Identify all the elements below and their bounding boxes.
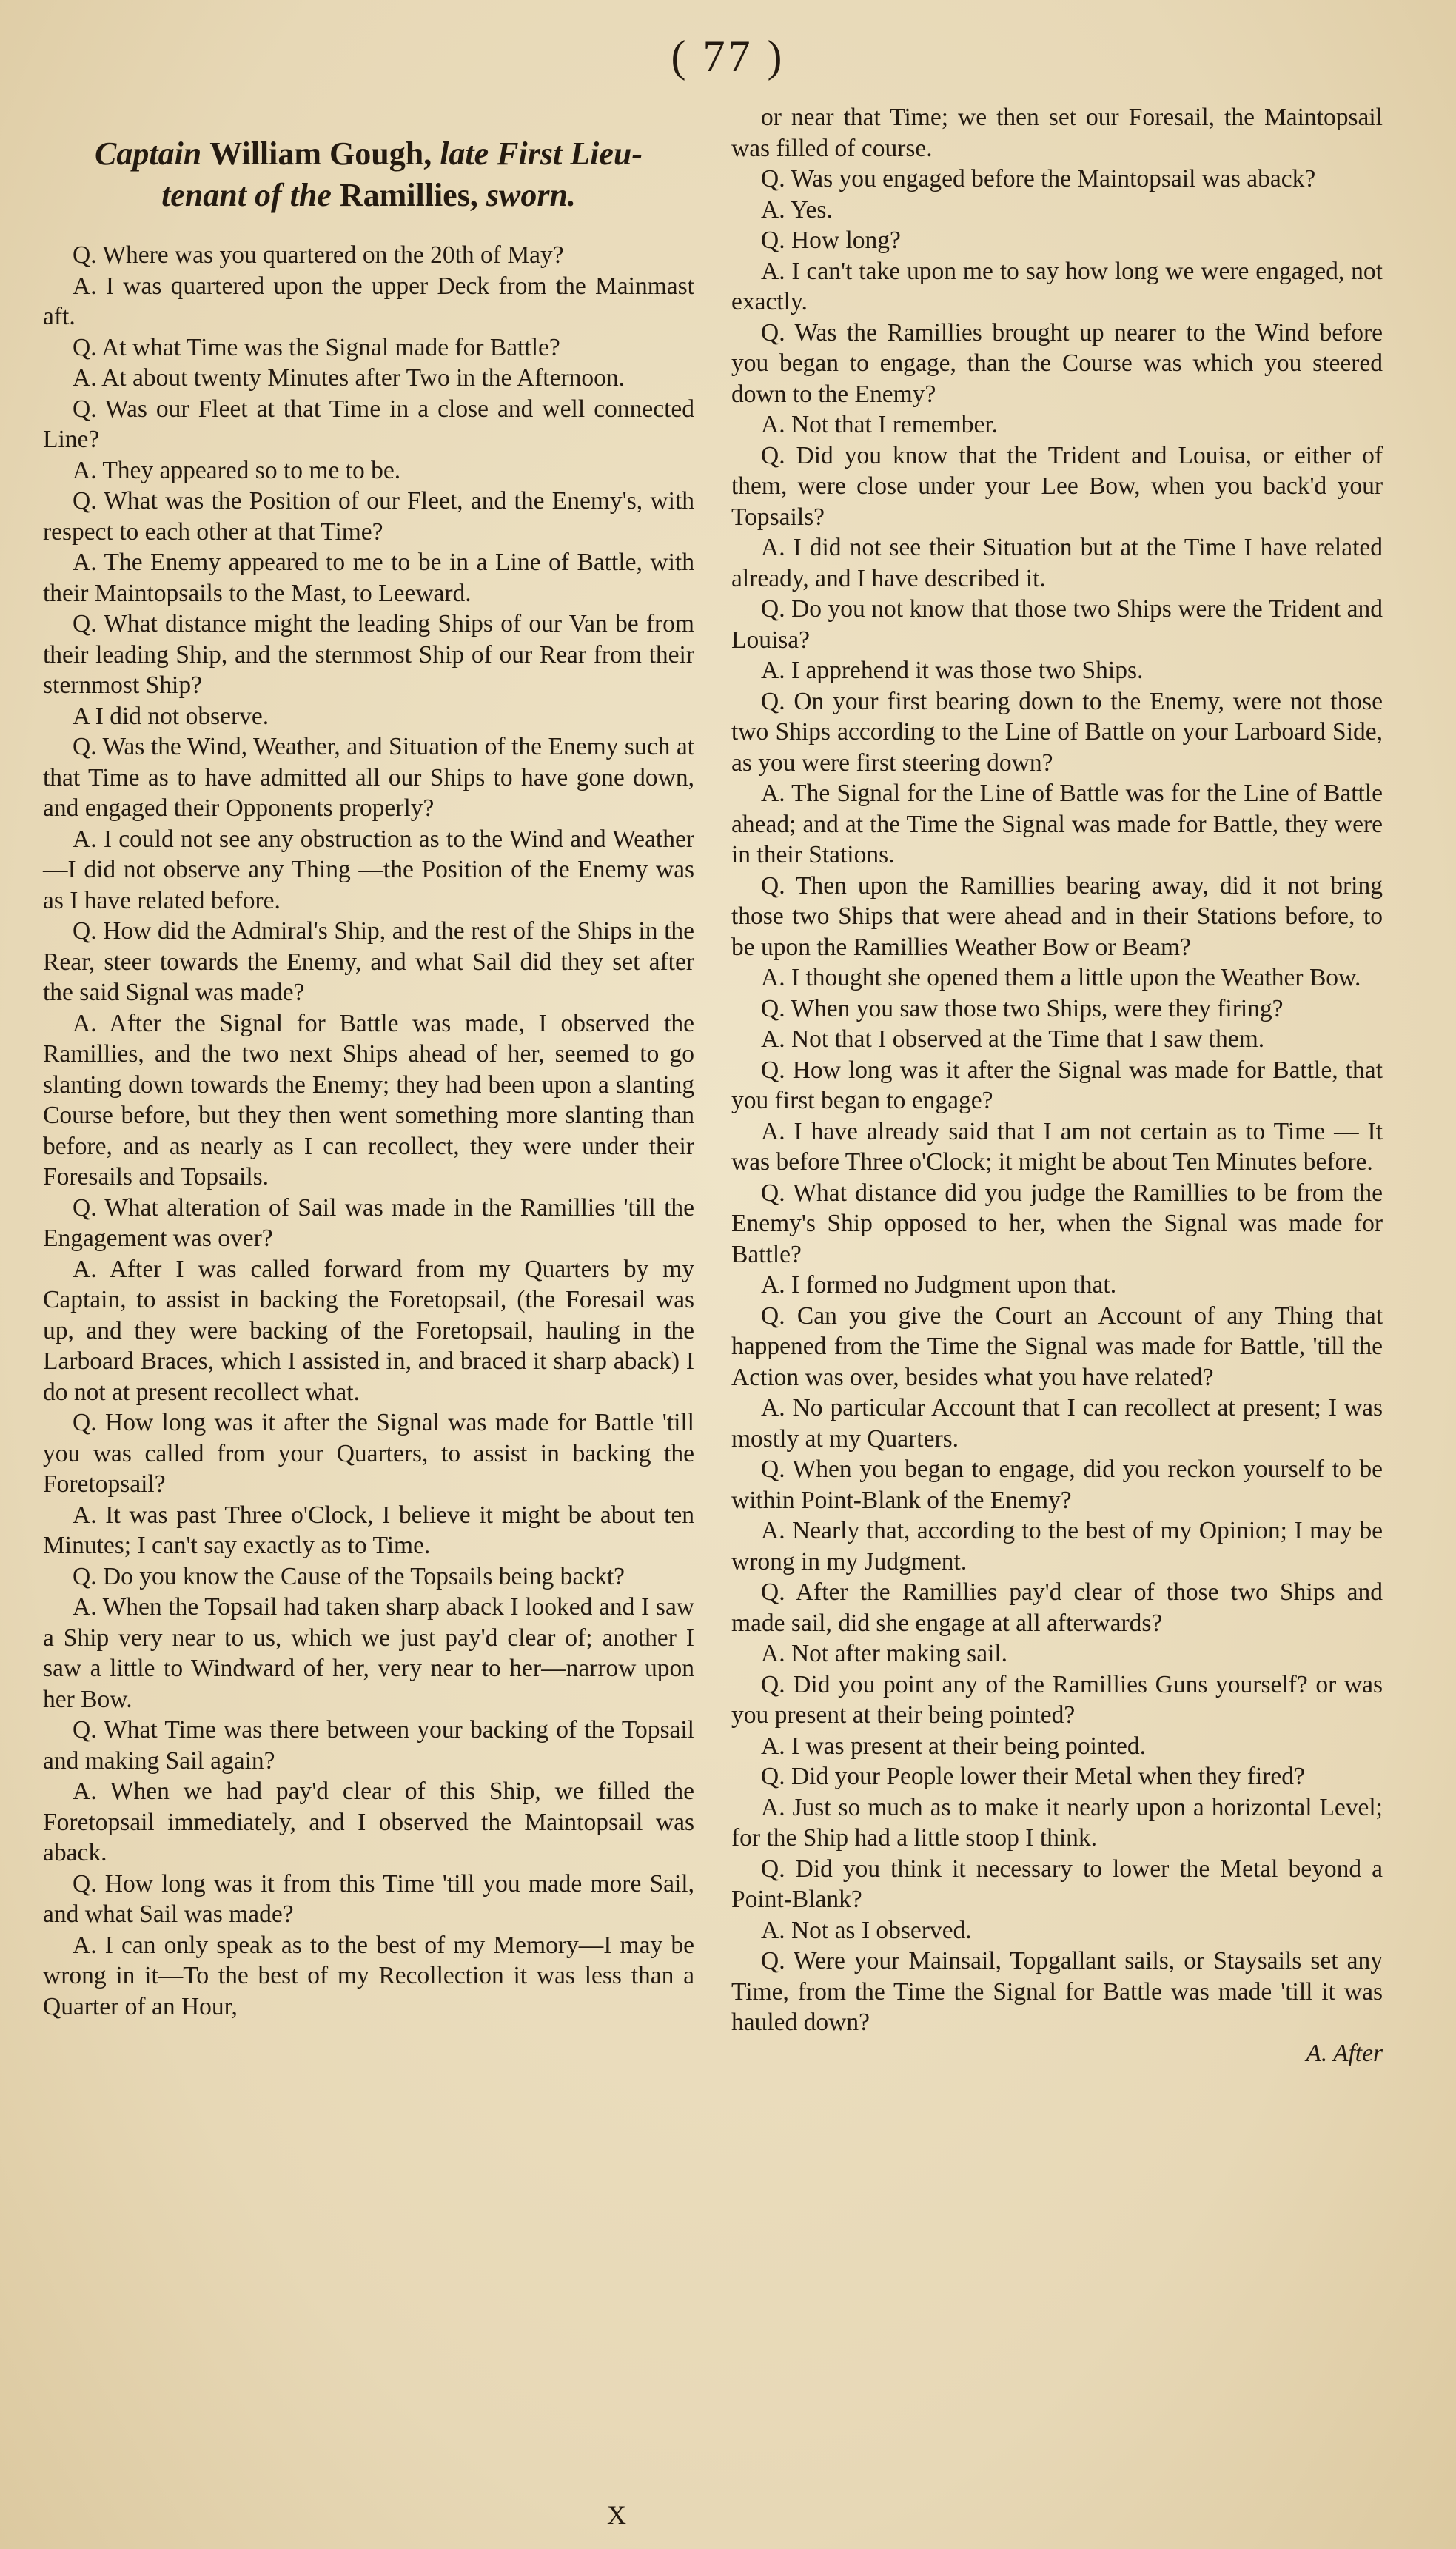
right-paragraph: Q. When you began to engage, did you reckon yourself to be within Point-Blank of the Enemy? [731,1456,1383,1514]
deposition-heading [43,133,694,216]
heading-ship: Ramillies, [339,177,478,213]
left-paragraph: A. They appeared so to me to be. [73,456,401,484]
right-paragraph: Q. Did your People lower their Metal when they fired? [761,1763,1305,1790]
left-paragraph: Q. How long was it after the Signal was made for Battle 'till you was called from your Quarters, to assist in backing the Foretopsail? [43,1409,694,1498]
left-paragraph: A. I can only speak as to the best of my Memory—I may be wrong in it—To the best of my Recollection it was less than a Quarter of an Hour, [43,1931,694,2020]
right-paragraph: Q. What distance did you judge the Ramillies to be from the Enemy's Ship opposed to her, when the Signal was made for Battle? [731,1179,1383,1268]
right-paragraph: A. No particular Account that I can recollect at present; I was mostly at my Quarters. [731,1394,1383,1453]
right-paragraph: Q. Do you not know that those two Ships were the Trident and Louisa? [731,595,1383,654]
left-paragraph: A I did not observe. [73,702,269,730]
left-paragraph: A. At about twenty Minutes after Two in the Afternoon. [73,364,625,392]
left-column [43,133,694,2022]
heading-rank-2: tenant of the [161,177,332,213]
right-paragraph: Q. On your first bearing down to the Enemy, were not those two Ships according to the Line of Battle on your Larboard Side, as you were first steering down? [731,687,1383,777]
right-paragraph: A. I thought she opened them a little upon the Weather Bow. [761,964,1361,991]
left-paragraph: Q. How did the Admiral's Ship, and the rest of the Ships in the Rear, steer towards the Enemy, and what Sail did they set after the said Signal was made? [43,917,694,1006]
left-paragraph: A. After the Signal for Battle was made, I observed the Ramillies, and the two next Ships ahead of her, seemed to go slanting down towards the Enemy; they had been upon a slanting Course before, but they then went something more slanting than before, and as nearly as I can recollect, they were under their Foresails and Topsails. [43,1009,694,1190]
right-column-body [731,102,1383,2038]
left-paragraph: Q. What Time was there between your backing of the Topsail and making Sail again? [43,1716,694,1775]
right-paragraph: A. Not that I observed at the Time that I saw them. [761,1025,1265,1053]
right-paragraph: Q. Did you point any of the Ramillies Guns yourself? or was you present at their being pointed? [731,1670,1383,1729]
right-column [731,102,1383,2069]
right-paragraph: A. Nearly that, according to the best of my Opinion; I may be wrong in my Judgment. [731,1517,1383,1575]
right-paragraph: A. I was present at their being pointed. [761,1732,1147,1760]
right-paragraph: A. The Signal for the Line of Battle was for the Line of Battle ahead; and at the Time the Signal was made for Battle, they were in their Stations. [731,780,1383,868]
right-paragraph: Q. After the Ramillies pay'd clear of those two Ships and made sail, did she engage at all afterwards? [731,1578,1383,1637]
left-paragraph: Q. What alteration of Sail was made in the Ramillies 'till the Engagement was over? [43,1193,694,1252]
right-paragraph: or near that Time; we then set our Foresail, the Maintopsail was filled of course. [731,104,1383,162]
heading-prefix: Captain [95,135,202,172]
right-paragraph: Q. Did you know that the Trident and Louisa, or either of them, were close under your Lee Bow, when you back'd your Topsails? [731,441,1383,531]
right-paragraph: A. I formed no Judgment upon that. [761,1271,1117,1299]
witness-name: William Gough, [209,135,432,172]
right-paragraph: Q. Was the Ramillies brought up nearer to the Wind before you began to engage, than the Course was which you steered down to the Enemy? [731,318,1383,408]
left-paragraph: Q. How long was it from this Time 'till you made more Sail, and what Sail was made? [43,1869,694,1928]
left-paragraph: Q. What distance might the leading Ships of our Van be from their leading Ship, and the sternmost Ship of our Rear from their sternmost Ship? [43,610,694,699]
right-paragraph: A. I did not see their Situation but at the Time I have related already, and I have described it. [731,534,1383,592]
left-paragraph: A. The Enemy appeared to me to be in a Line of Battle, with their Maintopsails to the Mast, to Leeward. [43,549,694,607]
left-paragraph: Q. At what Time was the Signal made for Battle? [73,333,560,361]
right-paragraph: Q. Was you engaged before the Maintopsail was aback? [761,165,1316,192]
right-paragraph: A. I can't take upon me to say how long we were engaged, not exactly. [731,257,1383,315]
left-paragraph: Q. What was the Position of our Fleet, and the Enemy's, with respect to each other at that Time? [43,487,694,546]
right-paragraph: Q. Can you give the Court an Account of any Thing that happened from the Time the Signal was made for Battle, 'till the Action was over, besides what you have related? [731,1302,1383,1391]
right-paragraph: A. I have already said that I am not certain as to Time — It was before Three o'Clock; it might be about Ten Minutes before. [731,1117,1383,1176]
left-paragraph: A. When the Topsail had taken sharp aback I looked and I saw a Ship very near to us, which we just pay'd clear of; another I saw a little to Windward of her, very near to her—narrow upon her Bow. [43,1593,694,1713]
right-paragraph: Q. Were your Mainsail, Topgallant sails, or Staysails set any Time, from the Time the Signal for Battle was made 'till it was hauled down? [731,1947,1383,2036]
right-paragraph: A. Not that I remember. [761,411,999,438]
left-column-body [43,240,694,2022]
catchword: A. After [1306,2039,1383,2067]
left-paragraph: A. I could not see any obstruction as to the Wind and Weather—I did not observe any Thing —the Position of the Enemy was as I have related before. [43,825,694,914]
signature-mark: X [607,2500,626,2530]
right-paragraph: A. I apprehend it was those two Ships. [761,657,1144,684]
right-paragraph: Q. How long was it after the Signal was made for Battle, that you first began to engage? [731,1056,1383,1114]
left-paragraph: A. When we had pay'd clear of this Ship, we filled the Foretopsail immediately, and I observed the Maintopsail was aback. [43,1778,694,1866]
left-paragraph: A. It was past Three o'Clock, I believe it might be about ten Minutes; I can't say exactly as to Time. [43,1501,694,1559]
right-paragraph: Q. Did you think it necessary to lower the Metal beyond a Point-Blank? [731,1855,1383,1913]
right-paragraph: A. Yes. [761,195,833,224]
right-paragraph: A. Not after making sail. [761,1640,1008,1667]
heading-sworn: sworn. [486,177,576,213]
heading-rank-1: late First Lieu- [440,135,643,172]
left-paragraph: A. I was quartered upon the upper Deck from the Mainmast aft. [43,272,694,330]
left-paragraph: Q. Was our Fleet at that Time in a close and well connected Line? [43,395,694,453]
right-paragraph: Q. How long? [761,227,901,254]
left-paragraph: Q. Where was you quartered on the 20th of May? [73,241,564,269]
right-paragraph: Q. Then upon the Ramillies bearing away, did it not bring those two Ships that were ahead and in their Stations before, to be upon the Ramillies Weather Bow or Beam? [731,871,1383,961]
left-paragraph: A. After I was called forward from my Quarters by my Captain, to assist in backing the Foretopsail, (the Foresail was up, and they were backing of the Foretopsail, hauling in the Larboard Braces, which I assisted in, and braced it sharp aback) I do not at present recollect what. [43,1255,694,1406]
right-paragraph: A. Not as I observed. [761,1916,972,1944]
page-number: ( 77 ) [671,32,785,81]
right-paragraph: Q. When you saw those two Ships, were they firing? [761,994,1284,1022]
left-paragraph: Q. Do you know the Cause of the Topsails being backt? [73,1562,625,1590]
right-paragraph: A. Just so much as to make it nearly upon a horizontal Level; for the Ship had a little stoop I think. [731,1793,1383,1852]
left-paragraph: Q. Was the Wind, Weather, and Situation of the Enemy such at that Time as to have admitted all our Ships to have gone down, and engaged their Opponents properly? [43,733,694,822]
